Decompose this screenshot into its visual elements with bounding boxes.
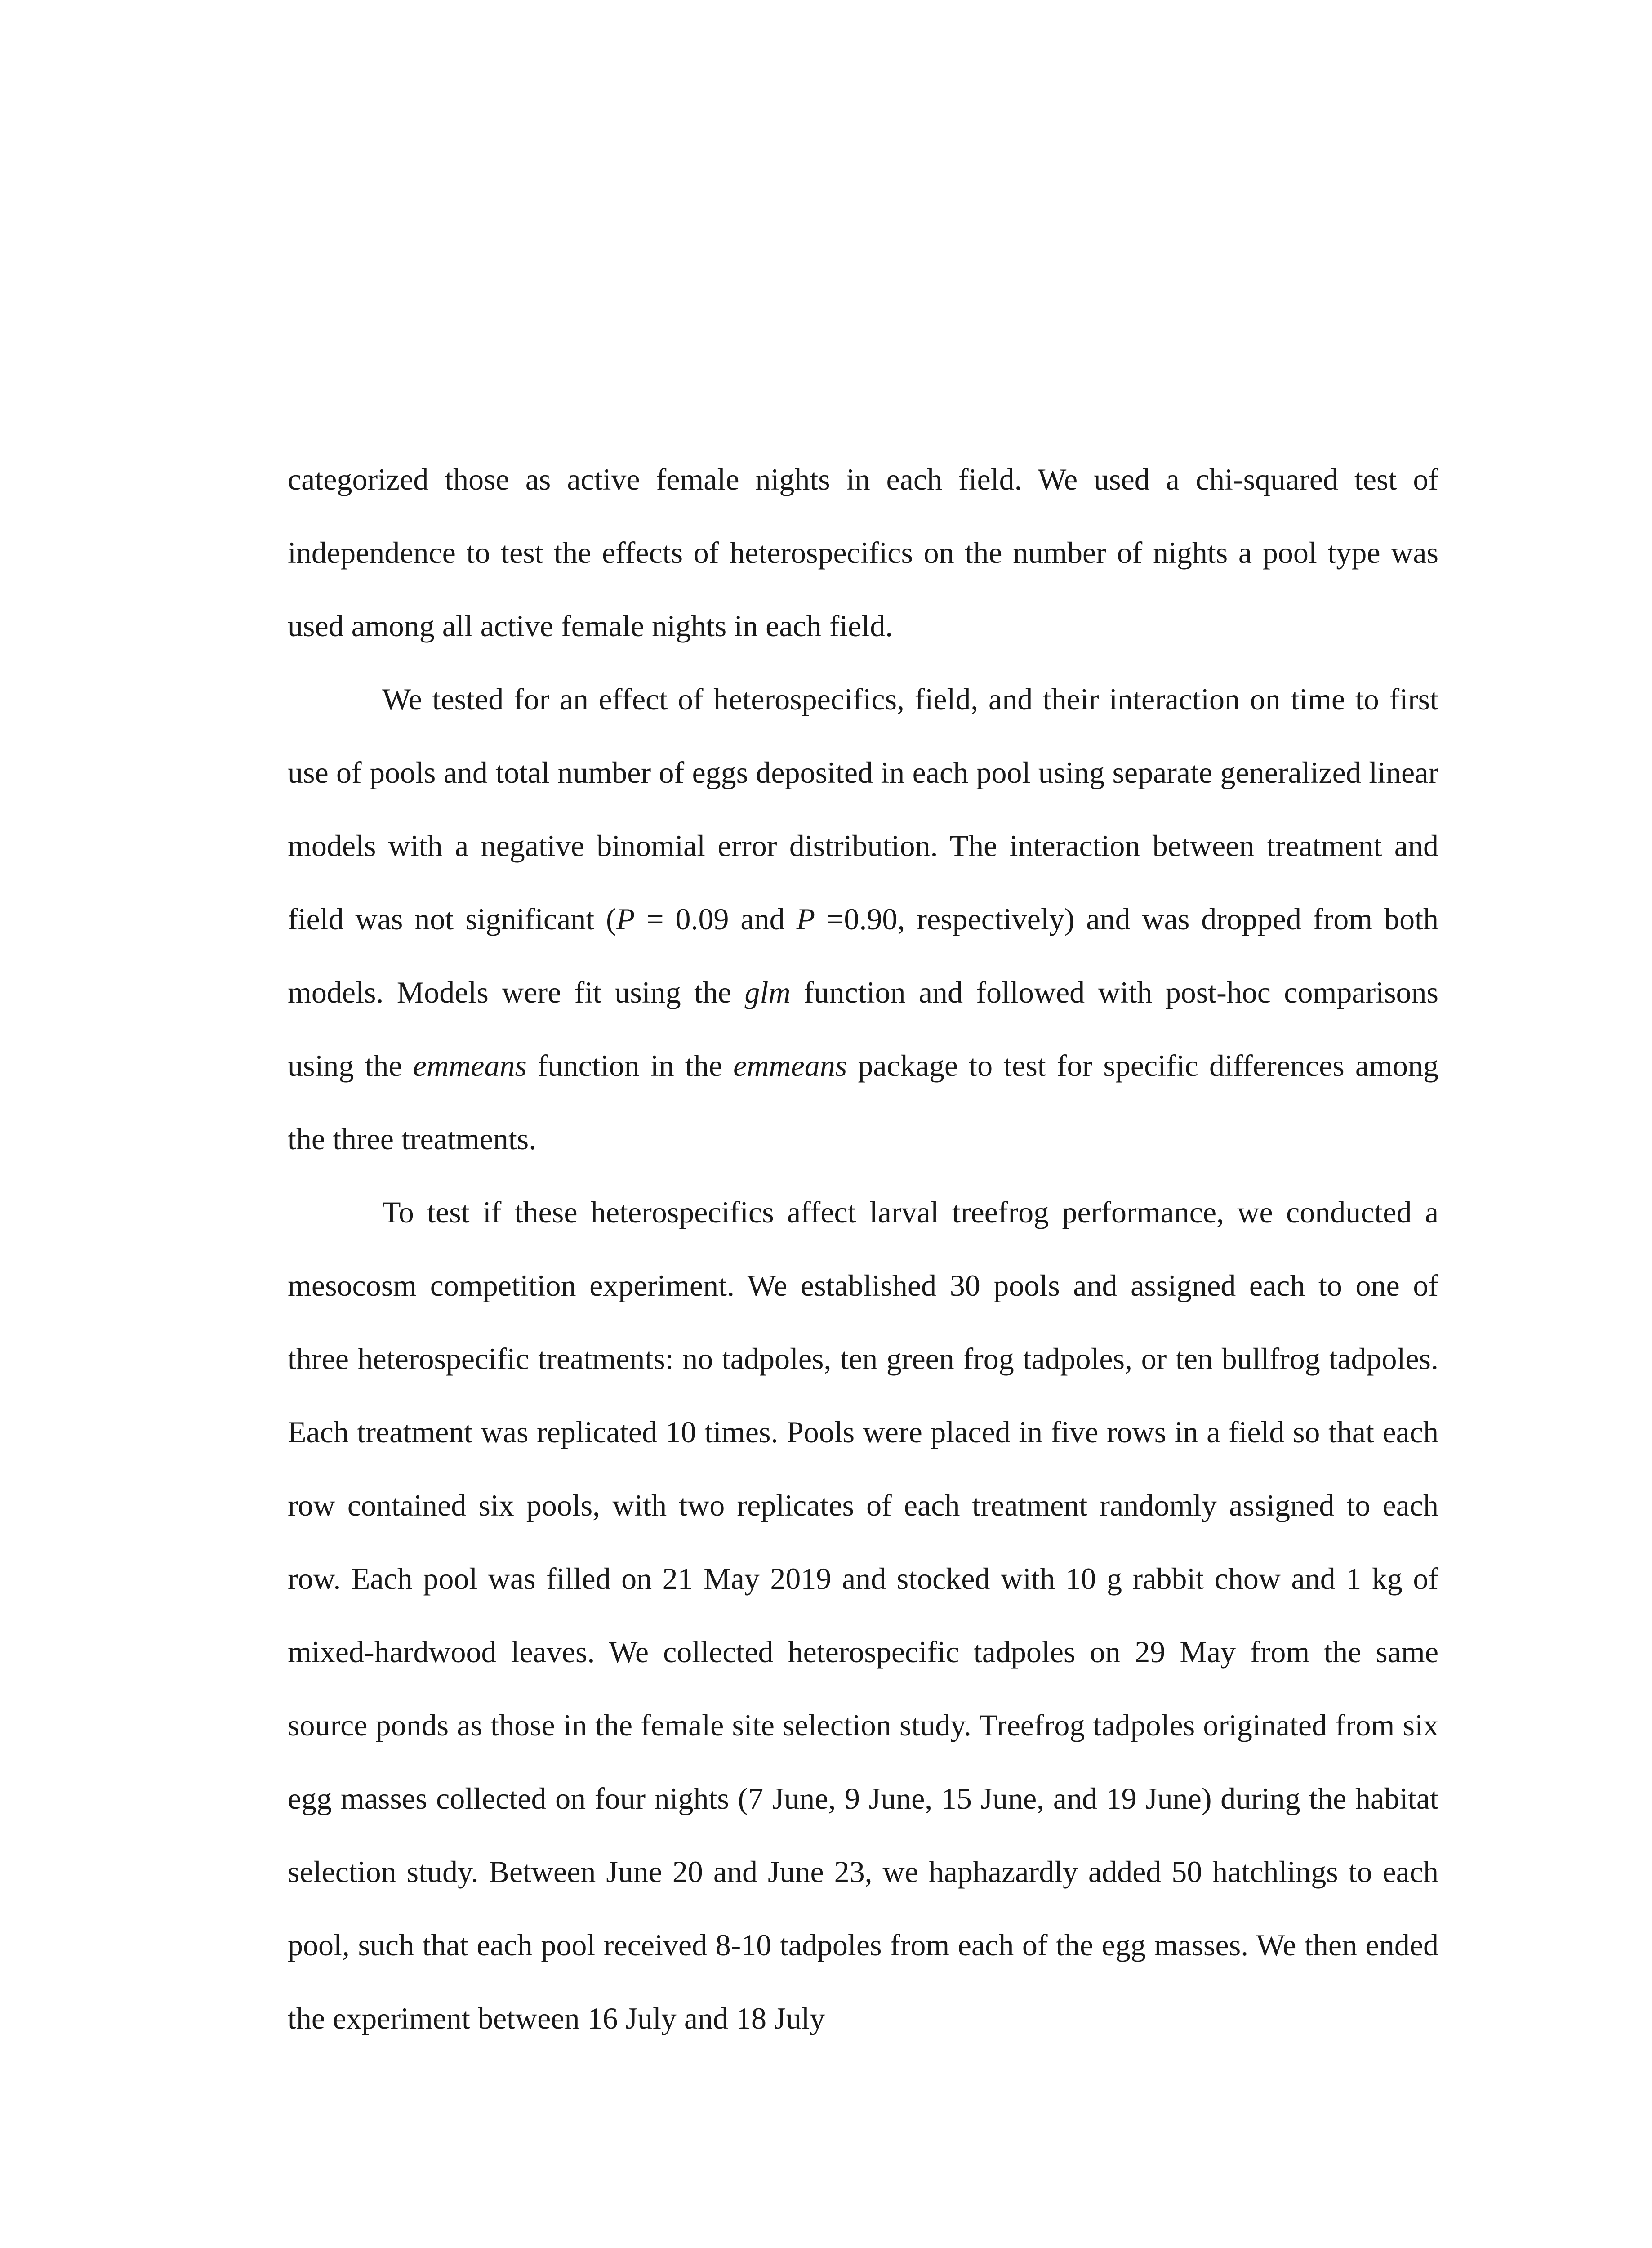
paragraph-larval-experiment [288, 1176, 1438, 2055]
text-run: We tested for an effect of heterospecifics, field, and their interaction on time to first use of pools and total number of eggs deposited in each pool using separate generalized linear models with a negative binomial error distribution. The interaction between treatment and field was not significant ( [288, 682, 1438, 936]
text-run: function and followed with post-hoc comparisons using the [288, 975, 1438, 1083]
text-run: = 0.09 and [635, 902, 797, 936]
text-run: =0.90, respectively) and was dropped from both models. Models were fit using the [288, 902, 1439, 1009]
p-value-symbol: P [796, 902, 815, 936]
text-run: function in the [526, 1048, 734, 1083]
p-value-symbol: P [616, 902, 635, 936]
body-text [288, 443, 1438, 2055]
function-name-emmeans: emmeans [413, 1048, 527, 1083]
paragraph-statistical-models [288, 663, 1438, 1176]
paragraph-text: To test if these heterospecifics affect larval treefrog performance, we conducted a mesocosm competition experiment. We established 30 pools and assigned each to one of three heterospecific treatments: no tadpoles, ten green frog tadpoles, or ten bullfrog tadpoles. Each treatment was replicated 10 times. Pools were placed in five rows in a field so that each row contained six pools, with two replicates of each treatment randomly assigned to each row. Each pool was filled on 21 May 2019 and stocked with 10 g rabbit chow and 1 kg of mixed-hardwood leaves. We collected heterospecific tadpoles on 29 May from the same source ponds as those in the female site selection study. Treefrog tadpoles originated from six egg masses collected on four nights (7 June, 9 June, 15 June, and 19 June) during the habitat selection study. Between June 20 and June 23, we haphazardly added 50 hatchlings to each pool, such that each pool received 8-10 tadpoles from each of the egg masses. We then ended the experiment between 16 July and 18 July [288, 1195, 1438, 2035]
function-name-glm: glm [744, 975, 791, 1009]
paragraph-text: categorized those as active female nights in each field. We used a chi-squared test of independence to test the effects of heterospecifics on the number of nights a pool type was used among all active female nights in each field. [288, 462, 1438, 643]
paragraph-continuation [288, 443, 1438, 663]
text-run: package to test for specific differences among the three treatments. [288, 1048, 1439, 1156]
package-name-emmeans: emmeans [733, 1048, 847, 1083]
